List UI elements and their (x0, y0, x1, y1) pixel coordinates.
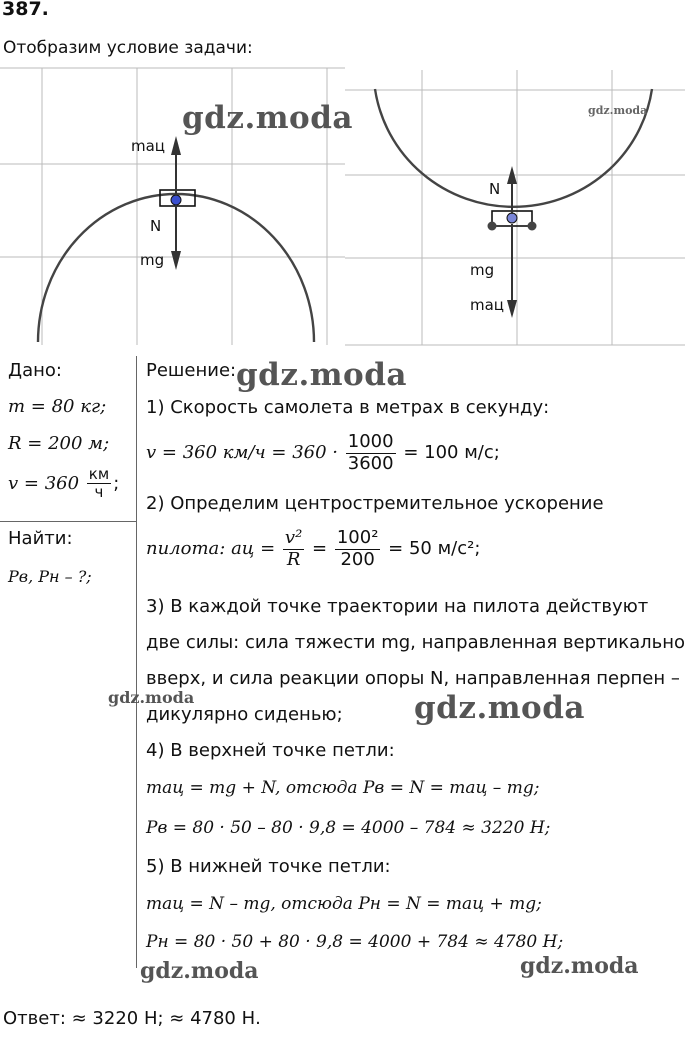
solution-step5-eq1: maц = N – mg, отсюда Pн = N = maц + mg; (146, 894, 542, 914)
watermark-3: gdz.moda (236, 357, 407, 393)
given-title: Дано: (8, 360, 62, 381)
solution-step4: 4) В верхней точке петли: (146, 740, 395, 761)
solution-step4-eq1: maц = mg + N, отсюда Pв = N = maц – mg; (146, 778, 540, 798)
label-n-top: N (150, 217, 162, 235)
given-velocity-unit-num: км (88, 465, 110, 483)
step2-eq-sign: = (312, 538, 328, 560)
solution-step3-line1: 3) В каждой точке траектории на пилота действуют (146, 596, 649, 617)
label-ma-bottom: maц (470, 296, 505, 314)
solution-step5: 5) В нижней точке петли: (146, 856, 391, 877)
watermark-6: gdz.moda (140, 958, 259, 984)
solution-step2-eq (146, 528, 480, 570)
watermark-4: gdz.moda (108, 688, 195, 707)
watermark-1: gdz.moda (182, 100, 353, 136)
step2-eq-right: = 50 м/с²; (388, 538, 481, 560)
find-value: Pв, Pн – ?; (8, 567, 92, 586)
step2-fraction-1 (283, 528, 304, 570)
label-mg-bottom: mg (470, 261, 495, 279)
step1-fraction-den: 3600 (347, 452, 394, 474)
step2-fraction-2 (335, 528, 381, 570)
answer-line: Ответ: ≈ 3220 Н; ≈ 4780 Н. (3, 1008, 261, 1029)
watermark-5: gdz.moda (414, 690, 585, 726)
pilot-dot-bottom (507, 213, 517, 223)
arrow-down-left (171, 251, 181, 270)
solution-step1-eq (146, 432, 500, 474)
step2-eq-left: пилота: aц = (146, 538, 276, 560)
solution-title: Решение: (146, 360, 237, 381)
solution-step1: 1) Скорость самолета в метрах в секунду: (146, 397, 550, 418)
step2-fraction-2-den: 200 (340, 548, 375, 570)
label-n-bottom: N (489, 180, 501, 198)
given-velocity-unit-den: ч (94, 483, 104, 502)
solution-step2: 2) Определим центростремительное ускорение (146, 493, 604, 514)
pilot-dot-top (171, 195, 181, 205)
step1-fraction (346, 432, 396, 474)
solution-step5-eq2: Pн = 80 · 50 + 80 · 9,8 = 4000 + 784 ≈ 4780 Н; (146, 932, 564, 952)
solution-step3-line3: вверх, и сила реакции опоры N, направленная перпен – (146, 668, 680, 689)
arrow-up-left (171, 136, 181, 155)
intro-text: Отобразим условие задачи: (3, 38, 253, 58)
label-ma-top: maц (131, 137, 166, 155)
given-radius: R = 200 м; (8, 433, 110, 454)
solution-step4-eq2: Pв = 80 · 50 – 80 · 9,8 = 4000 – 784 ≈ 3220 Н; (146, 818, 551, 838)
given-velocity (8, 466, 119, 502)
given-velocity-suffix: ; (113, 472, 120, 494)
step2-fraction-1-num: v² (284, 527, 303, 548)
watermark-7: gdz.moda (520, 953, 639, 979)
solution-step3-line2: две силы: сила тяжести mg, направленная вертикально (146, 632, 685, 653)
loop-figure (0, 0, 685, 350)
step1-eq-right: = 100 м/с; (403, 442, 500, 464)
given-velocity-prefix: v = 360 (8, 472, 80, 494)
divider-vertical (136, 356, 137, 968)
solution-step3-line4: дикулярно сиденью; (146, 704, 343, 725)
watermark-2: gdz.moda (588, 104, 648, 117)
step1-fraction-num: 1000 (347, 431, 394, 452)
step2-fraction-2-num: 100² (336, 527, 379, 548)
step2-fraction-1-den: R (286, 548, 301, 570)
divider-horizontal (0, 521, 136, 522)
given-mass: m = 80 кг; (8, 396, 107, 417)
find-title: Найти: (8, 528, 73, 549)
label-mg-top: mg (140, 251, 165, 269)
step1-eq-left: v = 360 км/ч = 360 · (146, 442, 339, 464)
problem-number: 387. (2, 0, 49, 20)
given-velocity-unit (87, 466, 111, 502)
arrow-down-right (507, 300, 517, 318)
